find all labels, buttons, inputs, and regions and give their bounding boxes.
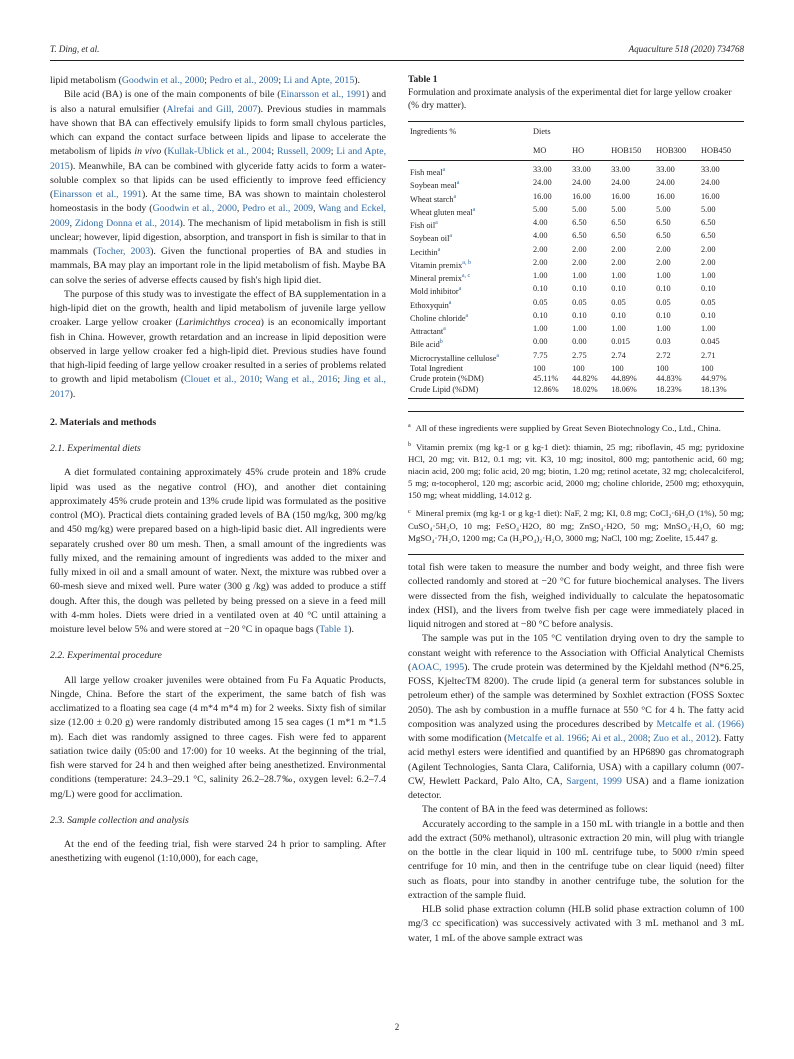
table-column-header: HO — [570, 142, 609, 161]
footnote-marker: a — [408, 423, 411, 430]
table-header-diets: Diets — [531, 122, 744, 142]
paragraph — [408, 903, 744, 946]
table-cell: 33.00 — [611, 165, 630, 174]
text-run: , — [69, 217, 75, 229]
table-cell: 0.10 — [533, 310, 548, 320]
text-run: ). Previous studies in mammals have shown that BA can effectively emulsify lipids to form small chylous particles, which can expand the contact surface between lipids and lipase to accelerate the metabolism of lipids — [50, 103, 386, 158]
citation-link[interactable]: Alrefai and Gill, 2007 — [166, 103, 258, 115]
table-cell: 2.00 — [701, 257, 716, 267]
citation-link[interactable]: Einarsson et al., 1991 — [280, 89, 366, 101]
table-cell: 2.00 — [611, 244, 626, 254]
footnote-rule — [408, 411, 744, 412]
table-cell: 44.89% — [611, 374, 637, 384]
table-cell: 0.10 — [611, 310, 626, 320]
text-run: , — [236, 203, 243, 215]
table-cell: 5.00 — [656, 204, 671, 214]
citation-link[interactable]: Einarsson et al., 1991 — [53, 189, 143, 200]
ingredient-name: Soybean meal$^a$ — [410, 180, 460, 191]
ingredient-name: Crude Lipid (%DM) — [408, 385, 531, 399]
table-cell: 5.00 — [611, 204, 626, 214]
ingredient-name: Crude protein (%DM) — [410, 374, 484, 384]
table-row — [408, 271, 744, 284]
table-cell: 2.75 — [572, 350, 587, 360]
subsection-heading: 2.3. Sample collection and analysis — [50, 814, 189, 826]
footnote-marker[interactable]: a — [465, 312, 469, 319]
table-footnotes — [408, 420, 744, 544]
text-run: ). The crude protein was determined by the Kjeldahl method (N*6.25, FOSS, KjeltecTM 8200). The crude lipid (a general term for substances soluble in petroleum ether) of the sample was determined by Soxhlet extraction (FOSS Soxtec 2050). The ash by combustion in a muffle furnace at 550 °C for 4 h. The fatty acid composition was analyzed using the procedures described by — [408, 661, 744, 730]
table-cell: 0.00 — [533, 337, 548, 347]
table-cell: 100 — [572, 363, 585, 373]
table-cell: 2.00 — [656, 244, 671, 254]
table-cell: 1.00 — [701, 271, 716, 281]
table-column-header: HOB450 — [699, 142, 744, 161]
table-cell: 0.10 — [572, 310, 587, 320]
table-cell: 100 — [533, 363, 546, 373]
table-cell: 5.00 — [701, 204, 716, 214]
table-cell: 100 — [701, 363, 714, 373]
table-cell: 2.00 — [533, 244, 548, 254]
ingredient-name: Choline chloride$^a$ — [410, 312, 469, 323]
table-row — [408, 258, 744, 271]
paragraph — [50, 674, 386, 802]
paragraph — [408, 561, 744, 632]
table-block — [408, 74, 744, 544]
ingredient-name: Fish meal$^a$ — [410, 167, 446, 177]
text-run: ). — [348, 624, 354, 635]
footnote-marker[interactable]: a — [448, 299, 452, 306]
ingredient-name: Fish oil$^a$ — [410, 220, 438, 230]
subsection-heading: 2.2. Experimental procedure — [50, 650, 162, 662]
citation-link[interactable]: Goodwin et al., 2000 — [152, 203, 237, 215]
footnote-marker[interactable]: a — [449, 233, 453, 240]
text-run: with some modification ( — [408, 733, 508, 745]
footnote-marker: b — [408, 441, 411, 448]
table-cell: 33.00 — [656, 165, 675, 174]
ingredient-name: Ethoxyquin$^a$ — [410, 299, 452, 310]
text-run: At the end of the feeding trial, fish were starved 24 h prior to sampling. After anesthetizing with eugenol (1:10,000), for each cage, — [50, 839, 386, 865]
table-cell: 0.10 — [701, 284, 716, 294]
table-cell: 24.00 — [701, 178, 720, 188]
italic-text: Larimichthys crocea — [178, 317, 261, 329]
table-cell: 44.97% — [701, 374, 727, 384]
table-row — [408, 311, 744, 324]
text-run: ). — [69, 388, 76, 400]
table-cell: 24.00 — [533, 178, 552, 188]
table-cell: 6.50 — [611, 231, 626, 241]
text-run: The purpose of this study was to investigate the effect of BA supplementation in a high-lipid diet on the growth, health and lipid metabolism of juvenile large yellow croaker. Large yellow croaker ( — [50, 288, 386, 329]
paragraph — [50, 288, 386, 402]
text-run: ; — [337, 374, 344, 386]
table-cell: 6.50 — [572, 218, 587, 228]
left-column — [50, 74, 386, 867]
header-rule — [50, 60, 744, 61]
text-run: ). At the same time, BA was shown to maintain cholesterol homeostasis in the body ( — [50, 189, 386, 215]
footnote-marker[interactable]: a — [443, 326, 446, 333]
table-cell: 6.50 — [572, 231, 587, 241]
ingredient-name: Total Ingredient — [410, 363, 464, 373]
table-row — [408, 374, 744, 385]
italic-text: in vivo — [134, 146, 162, 158]
text-run: ; — [271, 146, 277, 158]
table-row — [408, 205, 744, 218]
text-run: ; — [647, 733, 654, 745]
footnote-marker[interactable]: a — [435, 220, 438, 227]
text-run: ; — [204, 75, 210, 86]
table-cell: 6.50 — [656, 231, 671, 241]
table-cell: 100 — [611, 363, 624, 373]
table-row — [408, 284, 744, 297]
table-cell: 1.00 — [611, 324, 626, 334]
ingredient-name: Wheat gluten meal$^a$ — [410, 206, 476, 217]
table-cell: 6.50 — [611, 218, 626, 228]
table-cell: 24.00 — [656, 178, 675, 188]
text-run: The sample was put in the 105 °C ventilation drying oven to dry the sample to constant weight with reference to the Association with Official Analytical Chemists ( — [408, 633, 744, 673]
table-footnote — [408, 506, 744, 545]
running-header-authors: T. Ding, et al. — [50, 44, 100, 54]
footnote-marker[interactable]: a — [453, 193, 457, 200]
ingredient-name: Lecithin$^a$ — [410, 246, 441, 257]
table-column-header: MO — [531, 142, 570, 161]
footnote-marker[interactable]: a — [456, 180, 460, 187]
table-cell: 44.82% — [572, 374, 598, 384]
text-run: ). Fatty acid methyl esters were identified and quantified by an HP6890 gas chromatograph (Agilent Technologies, Santa Clara, California, USA) with a capillary column (007-CW, Hewlett Packard, Palo Alto, CA, — [408, 733, 744, 787]
table-cell: 16.00 — [701, 191, 720, 201]
table-cell: 33.00 — [533, 165, 552, 174]
table-row — [408, 161, 744, 179]
citation-link[interactable]: AOAC, 1995 — [411, 661, 465, 673]
table-cell: 0.015 — [611, 337, 630, 347]
page-number: 2 — [394, 1022, 400, 1032]
citation-link[interactable]: Zidong Donna et al., 2014 — [74, 217, 180, 229]
table-cell: 0.05 — [611, 297, 626, 307]
table-cell: 16.00 — [572, 191, 591, 201]
ingredient-name: Attractant$^a$ — [410, 326, 446, 336]
table-body — [408, 161, 744, 399]
text-run: ; — [278, 75, 284, 86]
text-run: , — [313, 203, 319, 215]
footnote-marker[interactable]: a — [442, 167, 446, 173]
table-cell: 1.00 — [611, 271, 626, 281]
footnote-marker[interactable]: a, b — [462, 259, 471, 266]
ingredient-name: Wheat starch$^a$ — [410, 193, 457, 204]
table-cell: 24.00 — [572, 178, 591, 188]
text-run: The content of BA in the feed was determined as follows: — [422, 804, 648, 816]
text-run: A diet formulated containing approximately 45% crude protein and 18% crude lipid was used as the negative control (HO), and another diet containing approximately 45% crude protein and 13% crude lipid was formulated as the positive control (MO). Practical diets containing graded levels of BA (150 mg/kg, 300 mg/kg and 450 mg/kg) were prepared based on a high-lipid basic diet. All ingredients were separately crushed over 80 um mesh. Then, a small amount of the ingredients was fully mixed, and the remaining amount of ingredients was added to the mixer and fully mixed in oil and a small amount of water. Next, the mixture was rubbed over a 60-mesh sieve and mixed well. Pure water (300 g /kg) was added to produce a stiff dough. After this, the dough was pelleted by being pressed on a sieve in a feed mill with 4-mm holes. Diets were dried in a ventilated oven at 40 °C until attaining a moisture level below 5% and were stored at −20 °C in opaque bags ( — [50, 467, 386, 635]
table-header-spacer — [408, 142, 531, 161]
table-cell: 2.00 — [572, 244, 587, 254]
table-cell: 1.00 — [656, 271, 671, 281]
section-heading: 2. Materials and methods — [50, 416, 157, 428]
table-cell: 1.00 — [572, 271, 587, 281]
table-cell: 0.10 — [656, 284, 671, 294]
text-run: HLB solid phase extraction column (HLB solid phase extraction column of 100 mg/3 cc specification) was successively activated with 3 mL methanol and 3 mL water, 1 mL of the above sample extract was — [408, 904, 744, 944]
diet-table — [408, 121, 744, 399]
paragraph — [50, 74, 386, 88]
ingredient-name: Vitamin premix$^{a, b}$ — [410, 259, 471, 270]
table-row — [408, 324, 744, 337]
table-row — [408, 231, 744, 244]
table-cell: 0.05 — [572, 297, 587, 307]
table-cell: 0.10 — [533, 284, 548, 294]
running-header-journal: Aquaculture 518 (2020) 734768 — [628, 44, 744, 54]
footnote-marker: c — [408, 508, 411, 515]
citation-link[interactable]: Wang et al., 2016 — [265, 374, 338, 386]
footnote-marker[interactable]: a — [472, 206, 476, 213]
paragraph — [408, 632, 744, 803]
citation-link[interactable]: Russell, 2009 — [276, 146, 331, 158]
table-cell: 18.06% — [609, 385, 654, 399]
table-row — [408, 178, 744, 191]
table-cell: 2.71 — [701, 350, 716, 360]
table-cell: 0.00 — [572, 337, 587, 347]
citation-link[interactable]: Li and Apte, 2015 — [283, 75, 355, 86]
table-cell: 0.05 — [533, 297, 548, 307]
table-cell: 12.86% — [531, 385, 570, 399]
table-cell: 0.10 — [611, 284, 626, 294]
table-cell: 1.00 — [701, 324, 716, 334]
table-cell: 0.03 — [656, 337, 671, 347]
text-run: Accurately according to the sample in a 150 mL with triangle in a bottle and then add the extract (50% methanol), ultrasonic extraction 20 min, will plug with triangle on the bottle in the clear liquid in 100 mL centrifuge tube, to 5000 r/min speed centrifuge for 10 min, and then in the centrifuge tube on clear liquid (need) filter such as floats, pour into standby in another centrifuge tube, the solution for the extraction of the sample fluid. — [408, 818, 744, 901]
ingredient-name: Mold inhibitor$^a$ — [410, 286, 462, 297]
table-cell: 6.50 — [701, 218, 716, 228]
citation-link[interactable]: Tocher, 2003 — [96, 246, 151, 257]
text-run: ; — [259, 374, 266, 386]
table-cell: 1.00 — [533, 271, 548, 281]
text-run: lipid metabolism ( — [50, 75, 122, 86]
text-run: ; — [586, 733, 592, 745]
footnote-marker[interactable]: a — [496, 352, 500, 359]
text-run: ) is an economically important fish in China. However, growth retardation and an increase in lipid deposition were observed in large yellow croaker fed a high-lipid diet. Previous studies have found that high-lipid feeding of large yellow croaker resulted in a series of problems related to growth and lipid metabolism ( — [50, 317, 386, 386]
table-cell: 7.75 — [533, 350, 548, 360]
table-cell: 0.045 — [701, 337, 720, 347]
right-column — [408, 74, 744, 946]
citation-link[interactable]: Metcalfe et al. 1966 — [507, 733, 587, 745]
citation-link[interactable]: Kullak-Ublick et al., 2004 — [167, 146, 272, 158]
footnote-marker[interactable]: a — [437, 246, 441, 253]
table-cell: 44.83% — [656, 374, 682, 384]
table-column-header: HOB300 — [654, 142, 699, 161]
table-row — [408, 192, 744, 205]
footnote-marker[interactable]: a, c — [461, 273, 471, 280]
table-row — [408, 351, 744, 364]
table-cell: 16.00 — [611, 191, 630, 201]
citation-link[interactable]: Pedro et al., 2009 — [242, 203, 314, 215]
text-run: ). — [354, 75, 360, 86]
table-row — [408, 337, 744, 350]
table-cell: 4.00 — [533, 231, 548, 241]
paragraph — [408, 803, 744, 817]
table-cell: 0.10 — [572, 284, 587, 294]
footnote-text: All of these ingredients were supplied by Great Seven Biotechnology Co., Ltd., China. — [415, 423, 721, 434]
table-cell: 2.00 — [572, 257, 587, 267]
footnote-text: Vitamin premix (mg kg-1 or g kg-1 diet): thiamin, 25 mg; riboflavin, 45 mg; pyridoxine HCl, 20 mg; vit. B12, 0.1 mg; vit. K3, 10 mg; inositol, 800 mg; pantothenic acid, 60 mg; niacin acid, 200 mg; folic acid, 20 mg; biotin, 1.20 mg; retinol acetate, 32 mg; cholecalciferol, 5 mg; α-tocopherol, 120 mg; ascorbic acid, 2000 mg; choline chloride, 2500 mg; ethoxyquin, 150 mg; wheat middling, 14.012 g. — [408, 441, 744, 501]
table-cell: 18.13% — [699, 385, 744, 399]
table-cell: 16.00 — [533, 191, 552, 201]
table-cell: 2.00 — [656, 257, 671, 267]
table-cell: 1.00 — [533, 324, 548, 334]
table-cell: 0.10 — [701, 310, 716, 320]
table-cell: 0.05 — [701, 297, 716, 307]
table-cell: 45.11% — [533, 374, 559, 384]
table-header-ingredients: Ingredients % — [408, 122, 531, 142]
table-cell: 2.00 — [611, 257, 626, 267]
citation-link[interactable]: Li and Apte, 2015 — [50, 146, 387, 172]
table-cell: 4.00 — [533, 218, 548, 228]
table-cell: 6.50 — [701, 231, 716, 241]
table-cell: 6.50 — [656, 218, 671, 228]
table-row — [408, 218, 744, 231]
footnote-marker[interactable]: a — [458, 286, 462, 293]
citation-link[interactable]: Pedro et al., 2009 — [209, 75, 279, 86]
table-cell: 5.00 — [572, 204, 587, 214]
text-run: Bile acid (BA) is one of the main components of bile ( — [64, 89, 281, 101]
table-cell: 0.10 — [656, 310, 671, 320]
table-cell: 33.00 — [572, 165, 591, 174]
footnote-marker[interactable]: b — [439, 339, 443, 346]
footnote-text: Mineral premix (mg kg-1 or g kg-1 diet): NaF, 2 mg; KI, 0.8 mg; CoCl₂·6H₂O (1%), 50 mg; CuSO₄·5H₂O, 10 mg; FeSO₄·H2O, 80 mg; ZnSO₄·H2O, 50 mg; MnSO₄·H₂O, 60 mg; MgSO₄·7H₂O, 1200 mg; Ca (H₂PO₄)₂·H₂O, 3000 mg; NaCl, 100 mg; Zoelite, 15.447 g. — [408, 508, 744, 543]
citation-link[interactable]: Sargent, 1999 — [566, 775, 622, 787]
table-cell: 18.23% — [654, 385, 699, 399]
table-cell: 18.02% — [570, 385, 609, 399]
paragraph — [50, 88, 386, 288]
table-label: Table 1 — [408, 75, 438, 85]
ingredient-name: Microcrystalline cellulose$^a$ — [410, 352, 500, 363]
text-run: ) and is also a natural emulsifier ( — [50, 89, 386, 115]
table-cell: 2.74 — [611, 350, 626, 360]
citation-link[interactable]: Ai et al., 2008 — [591, 733, 648, 745]
table-cell: 1.00 — [656, 324, 671, 334]
table-cell: 33.00 — [701, 165, 720, 174]
citation-link[interactable]: Clouet et al., 2010 — [184, 374, 260, 386]
text-run: ). The mechanism of lipid metabolism in fish is still unclear; however, lipid digestion, absorption, and transport in fish is similar to that in mammals ( — [50, 217, 386, 257]
text-run: ). Given the functional properties of BA and studies in mammals, BA may play an important role in the lipid metabolism of fish. Maybe BA can solve the series of adverse effects caused by fish's high lipid diet. — [50, 246, 386, 286]
text-run: ; — [330, 146, 337, 158]
citation-link[interactable]: Zuo et al., 2012 — [653, 733, 716, 745]
table-cell: 24.00 — [611, 178, 630, 188]
table-end-rule — [408, 554, 744, 555]
table-cell: 2.00 — [533, 257, 548, 267]
table-cell: 2.72 — [656, 350, 671, 360]
text-run: All large yellow croaker juveniles were obtained from Fu Fa Aquatic Products, Ningde, China. Before the start of the experiment, the same batch of fish was acclimatized to a floating sea cage (4 m*4 m*4 m) for 2 weeks. Sixty fish of similar size (12.00 ± 0.20 g) were randomly distributed among 15 sea cages (1 m*1 m *1.5 m). Each diet was randomly assigned to three cages. Fish were fed to apparent satiation twice daily (05:00 and 17:00) for 10 weeks. At the beginning of the trial, fish were starved for 24 h and then weighed after being anesthetized. Environmental conditions (temperature: 24.3–29.1 °C, salinity 26.2–28.7‰, oxygen level: 6.2–7.4 mg/L) were good for acclimation. — [50, 674, 386, 800]
table-cell: 2.00 — [701, 244, 716, 254]
text-run: ). Meanwhile, BA can be combined with glyceride fatty acids to form a water-soluble complex so that lipids can be used efficiently to improve feed efficiency ( — [50, 160, 386, 200]
text-run: USA) and a flame ionization detector. — [408, 775, 744, 802]
table-cell: 16.00 — [656, 191, 675, 201]
citation-link[interactable]: Jing et al., 2017 — [50, 374, 386, 400]
table-column-header: HOB150 — [609, 142, 654, 161]
text-run: total fish were taken to measure the number and body weight, and three fish were collected randomly and stored at −20 °C for future biochemical analyses. The livers were dissected from the fish, weighed individually to calculate the hepatosomatic index (HSI), and the livers from twelve fish per cage were immediately placed in liquid nitrogen and stored at −80 °C before analysis. — [408, 562, 744, 631]
citation-link[interactable]: Goodwin et al., 2000 — [121, 75, 205, 86]
table-footnote — [408, 439, 744, 502]
table-footnote — [408, 420, 744, 434]
citation-link[interactable]: Wang and Eckel, 2009 — [50, 203, 387, 229]
paragraph — [408, 818, 744, 904]
table-caption: Formulation and proximate analysis of the experimental diet for large yellow croaker (% dry matter). — [408, 88, 732, 111]
text-run: ( — [161, 146, 168, 158]
paragraph — [50, 466, 386, 637]
table-row — [408, 385, 744, 399]
table-cell: 0.05 — [656, 297, 671, 307]
citation-link[interactable]: Metcalfe et al. (1966) — [656, 718, 744, 730]
ingredient-name: Bile acid$^b$ — [410, 339, 443, 350]
table-cell: 1.00 — [572, 324, 587, 334]
paragraph — [50, 838, 386, 867]
table-row — [408, 364, 744, 375]
table-row — [408, 298, 744, 311]
ingredient-name: Mineral premix$^{a, c}$ — [410, 273, 471, 283]
table-row — [408, 245, 744, 258]
table-cell: 5.00 — [533, 204, 548, 214]
subsection-heading: 2.1. Experimental diets — [50, 443, 141, 454]
table-cell: 100 — [656, 363, 669, 373]
ingredient-name: Soybean oil$^a$ — [410, 233, 453, 244]
citation-link[interactable]: Table 1 — [319, 624, 349, 635]
